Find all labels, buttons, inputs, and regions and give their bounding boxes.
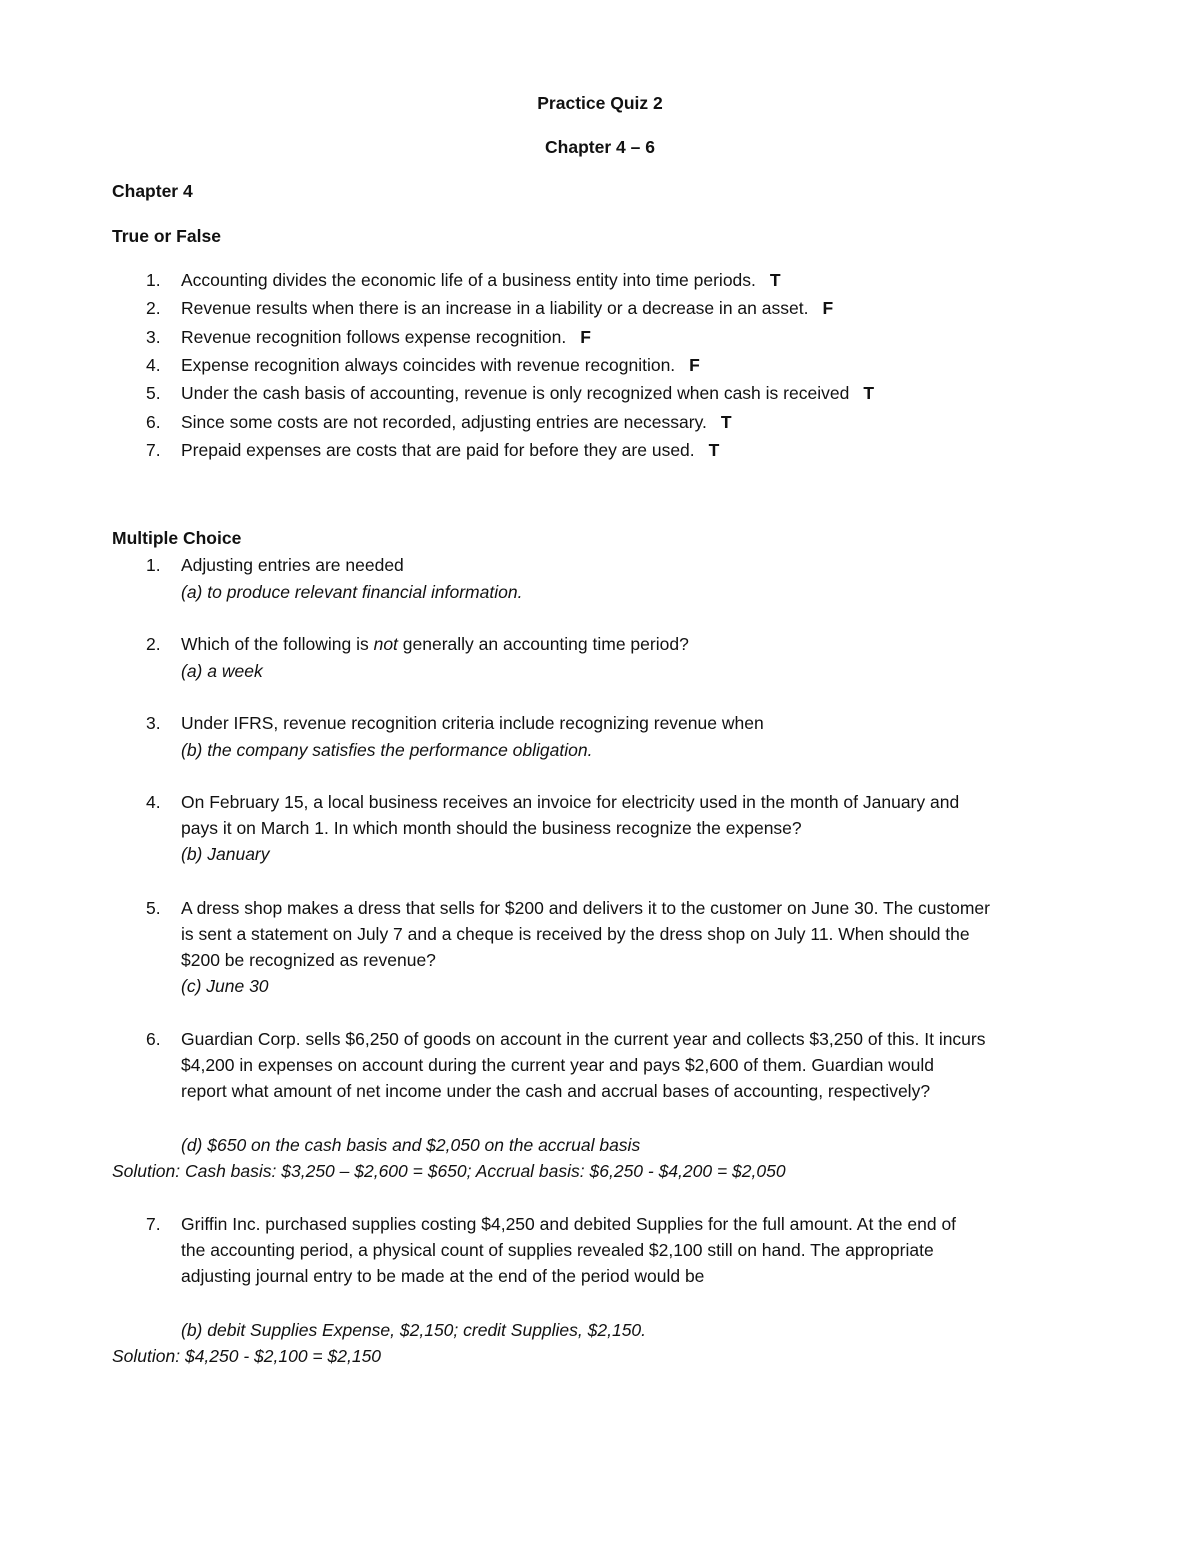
question-text: Under IFRS, revenue recognition criteria include recognizing revenue when [181,713,764,733]
question-text: pays it on March 1. In which month should the business recognize the expense? [181,818,802,838]
question-number: 3. [146,713,161,733]
item-answer: T [863,383,875,403]
question-answer: (b) January [181,844,270,864]
question-text: Griffin Inc. purchased supplies costing $4,250 and debited Supplies for the full amount. At the end of [181,1214,957,1234]
question-answer: (b) the company satisfies the performance obligation. [181,740,593,760]
item-number: 1. [146,270,161,290]
question-text: A dress shop makes a dress that sells for $200 and delivers it to the customer on June 30. The customer [181,898,990,918]
solution-text: Solution: $4,250 - $2,100 = $2,150 [112,1346,382,1366]
item-number: 3. [146,327,161,347]
question-text: report what amount of net income under the cash and accrual bases of accounting, respectively? [181,1081,931,1101]
item-answer: F [689,355,700,375]
solution-text: Solution: Cash basis: $3,250 – $2,600 = $650; Accrual basis: $6,250 - $4,200 = $2,050 [112,1161,786,1181]
question-text: Adjusting entries are needed [181,555,404,575]
question-text: is sent a statement on July 7 and a cheque is received by the dress shop on July 11. When should the [181,924,970,944]
item-text: Since some costs are not recorded, adjusting entries are necessary. [181,412,707,432]
chapter-heading: Chapter 4 [112,181,193,201]
item-number: 6. [146,412,161,432]
true-false-heading: True or False [112,226,221,246]
page-title: Practice Quiz 2 [537,93,663,113]
item-number: 4. [146,355,161,375]
page-subtitle: Chapter 4 – 6 [545,137,655,157]
item-number: 5. [146,383,161,403]
question-number: 2. [146,634,161,654]
question-text: the accounting period, a physical count of supplies revealed $2,100 still on hand. The appropriate [181,1240,934,1260]
question-answer: (c) June 30 [181,976,269,996]
question-answer: (d) $650 on the cash basis and $2,050 on the accrual basis [181,1135,641,1155]
question-text: $4,200 in expenses on account during the current year and pays $2,600 of them. Guardian would [181,1055,934,1075]
question-text: Which of the following is not generally an accounting time period? [181,634,689,654]
question-text: adjusting journal entry to be made at the end of the period would be [181,1266,705,1286]
item-number: 7. [146,440,161,460]
item-answer: T [708,440,720,460]
item-answer: T [720,412,732,432]
item-number: 2. [146,298,161,318]
question-number: 4. [146,792,161,812]
question-number: 1. [146,555,161,575]
question-text: $200 be recognized as revenue? [181,950,436,970]
question-answer: (b) debit Supplies Expense, $2,150; credit Supplies, $2,150. [181,1320,647,1340]
item-text: Under the cash basis of accounting, revenue is only recognized when cash is received [181,383,850,403]
item-text: Revenue results when there is an increase in a liability or a decrease in an asset. [181,298,809,318]
item-text: Prepaid expenses are costs that are paid for before they are used. [181,440,695,460]
item-answer: F [580,327,591,347]
question-text: Guardian Corp. sells $6,250 of goods on account in the current year and collects $3,250 of this. It incurs [181,1029,986,1049]
multiple-choice-heading: Multiple Choice [112,528,242,548]
item-text: Accounting divides the economic life of a business entity into time periods. [181,270,756,290]
emphasis-text: not [373,634,398,654]
item-answer: T [769,270,781,290]
question-number: 7. [146,1214,161,1234]
question-answer: (a) to produce relevant financial information. [181,582,523,602]
item-text: Revenue recognition follows expense recognition. [181,327,567,347]
question-answer: (a) a week [181,661,263,681]
item-text: Expense recognition always coincides with revenue recognition. [181,355,676,375]
question-number: 5. [146,898,161,918]
question-number: 6. [146,1029,161,1049]
question-text: On February 15, a local business receives an invoice for electricity used in the month of January and [181,792,960,812]
item-answer: F [822,298,834,318]
